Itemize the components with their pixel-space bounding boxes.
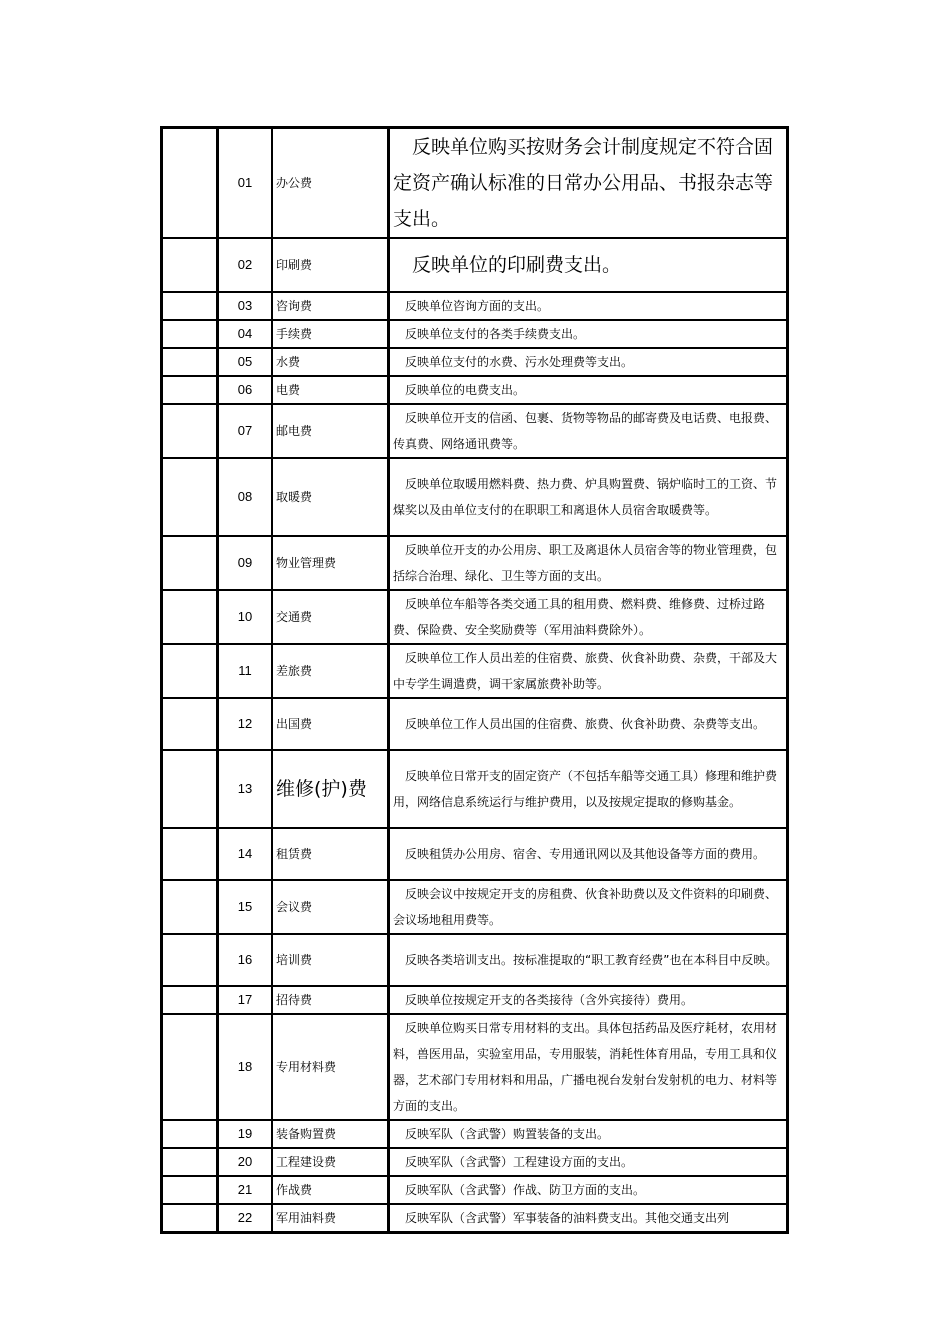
blank-cell: [162, 1014, 218, 1120]
item-name-cell: 工程建设费: [272, 1148, 388, 1176]
table-row: [162, 238, 787, 292]
item-name-cell: 培训费: [272, 934, 388, 986]
item-name-cell: 交通费: [272, 590, 388, 644]
table-row: [162, 1014, 787, 1120]
description-cell: 反映单位工作人员出差的住宿费、旅费、伙食补助费、杂费，干部及大中专学生调遣费，调干家属旅费补助等。: [388, 644, 787, 698]
item-name-cell: 出国费: [272, 698, 388, 750]
table-row: [162, 348, 787, 376]
code-cell: 21: [218, 1176, 272, 1204]
code-cell: 15: [218, 880, 272, 934]
item-name-cell: 专用材料费: [272, 1014, 388, 1120]
code-cell: 11: [218, 644, 272, 698]
table-row: [162, 828, 787, 880]
blank-cell: [162, 1176, 218, 1204]
table-row: [162, 1204, 787, 1232]
blank-cell: [162, 1148, 218, 1176]
item-name-cell: 手续费: [272, 320, 388, 348]
description-cell: 反映军队（含武警）作战、防卫方面的支出。: [388, 1176, 787, 1204]
item-name-cell: 办公费: [272, 128, 388, 238]
table-row: [162, 1176, 787, 1204]
item-name-cell: 邮电费: [272, 404, 388, 458]
table-row: [162, 1120, 787, 1148]
blank-cell: [162, 1120, 218, 1148]
table-row: [162, 1148, 787, 1176]
blank-cell: [162, 376, 218, 404]
code-cell: 20: [218, 1148, 272, 1176]
table-row: [162, 404, 787, 458]
code-cell: 08: [218, 458, 272, 536]
description-cell: 反映单位的印刷费支出。: [388, 238, 787, 292]
code-cell: 09: [218, 536, 272, 590]
code-cell: 10: [218, 590, 272, 644]
description-cell: 反映单位购买日常专用材料的支出。具体包括药品及医疗耗材，农用材料，兽医用品，实验室用品，专用服装，消耗性体育用品，专用工具和仪器，艺术部门专用材料和用品，广播电视台发射台发射机的电力、材料等方面的支出。: [388, 1014, 787, 1120]
item-name-cell: 装备购置费: [272, 1120, 388, 1148]
item-name-cell: 水费: [272, 348, 388, 376]
table-row: [162, 880, 787, 934]
item-name-cell: 差旅费: [272, 644, 388, 698]
description-cell: 反映各类培训支出。按标准提取的“职工教育经费”也在本科目中反映。: [388, 934, 787, 986]
item-name-cell: 军用油料费: [272, 1204, 388, 1232]
blank-cell: [162, 458, 218, 536]
description-cell: 反映单位咨询方面的支出。: [388, 292, 787, 320]
blank-cell: [162, 986, 218, 1014]
description-cell: 反映租赁办公用房、宿舍、专用通讯网以及其他设备等方面的费用。: [388, 828, 787, 880]
item-name-cell: 咨询费: [272, 292, 388, 320]
item-name-cell: 电费: [272, 376, 388, 404]
table-row: [162, 536, 787, 590]
description-cell: 反映军队（含武警）工程建设方面的支出。: [388, 1148, 787, 1176]
code-cell: 19: [218, 1120, 272, 1148]
table-row: [162, 644, 787, 698]
table-row: [162, 128, 787, 238]
description-cell: 反映单位购买按财务会计制度规定不符合固定资产确认标准的日常办公用品、书报杂志等支出。: [388, 128, 787, 238]
blank-cell: [162, 536, 218, 590]
description-cell: 反映单位支付的水费、污水处理费等支出。: [388, 348, 787, 376]
description-cell: 反映会议中按规定开支的房租费、伙食补助费以及文件资料的印刷费、会议场地租用费等。: [388, 880, 787, 934]
code-cell: 04: [218, 320, 272, 348]
blank-cell: [162, 698, 218, 750]
code-cell: 12: [218, 698, 272, 750]
blank-cell: [162, 880, 218, 934]
table-row: [162, 934, 787, 986]
item-name-cell: 会议费: [272, 880, 388, 934]
item-name-cell: 招待费: [272, 986, 388, 1014]
item-name-cell: 物业管理费: [272, 536, 388, 590]
blank-cell: [162, 750, 218, 828]
code-cell: 02: [218, 238, 272, 292]
blank-cell: [162, 590, 218, 644]
description-cell: 反映单位取暖用燃料费、热力费、炉具购置费、锅炉临时工的工资、节煤奖以及由单位支付的在职职工和离退休人员宿舍取暖费等。: [388, 458, 787, 536]
code-cell: 17: [218, 986, 272, 1014]
item-name-cell: 作战费: [272, 1176, 388, 1204]
code-cell: 01: [218, 128, 272, 238]
table-row: [162, 750, 787, 828]
item-name-cell: 租赁费: [272, 828, 388, 880]
blank-cell: [162, 644, 218, 698]
blank-cell: [162, 320, 218, 348]
description-cell: 反映单位支付的各类手续费支出。: [388, 320, 787, 348]
code-cell: 03: [218, 292, 272, 320]
code-cell: 13: [218, 750, 272, 828]
item-name-cell: 印刷费: [272, 238, 388, 292]
table-row: [162, 292, 787, 320]
table-row: [162, 590, 787, 644]
code-cell: 14: [218, 828, 272, 880]
table-row: [162, 320, 787, 348]
description-cell: 反映单位日常开支的固定资产（不包括车船等交通工具）修理和维护费用，网络信息系统运行与维护费用，以及按规定提取的修购基金。: [388, 750, 787, 828]
blank-cell: [162, 404, 218, 458]
item-name-cell: 维修(护)费: [272, 750, 388, 828]
description-cell: 反映单位的电费支出。: [388, 376, 787, 404]
table-row: [162, 458, 787, 536]
code-cell: 05: [218, 348, 272, 376]
description-cell: 反映单位车船等各类交通工具的租用费、燃料费、维修费、过桥过路费、保险费、安全奖励费等（军用油料费除外）。: [388, 590, 787, 644]
table-row: [162, 986, 787, 1014]
blank-cell: [162, 1204, 218, 1232]
code-cell: 18: [218, 1014, 272, 1120]
description-cell: 反映单位开支的办公用房、职工及离退休人员宿舍等的物业管理费，包括综合治理、绿化、卫生等方面的支出。: [388, 536, 787, 590]
description-cell: 反映军队（含武警）购置装备的支出。: [388, 1120, 787, 1148]
table-row: [162, 698, 787, 750]
description-cell: 反映单位工作人员出国的住宿费、旅费、伙食补助费、杂费等支出。: [388, 698, 787, 750]
blank-cell: [162, 128, 218, 238]
blank-cell: [162, 828, 218, 880]
code-cell: 22: [218, 1204, 272, 1232]
table-row: [162, 376, 787, 404]
blank-cell: [162, 238, 218, 292]
blank-cell: [162, 348, 218, 376]
blank-cell: [162, 934, 218, 986]
blank-cell: [162, 292, 218, 320]
code-cell: 16: [218, 934, 272, 986]
code-cell: 06: [218, 376, 272, 404]
description-cell: 反映单位开支的信函、包裹、货物等物品的邮寄费及电话费、电报费、传真费、网络通讯费等。: [388, 404, 787, 458]
item-name-cell: 取暖费: [272, 458, 388, 536]
expense-classification-table: [160, 126, 789, 1234]
description-cell: 反映单位按规定开支的各类接待（含外宾接待）费用。: [388, 986, 787, 1014]
code-cell: 07: [218, 404, 272, 458]
description-cell: 反映军队（含武警）军事装备的油料费支出。其他交通支出列: [388, 1204, 787, 1232]
